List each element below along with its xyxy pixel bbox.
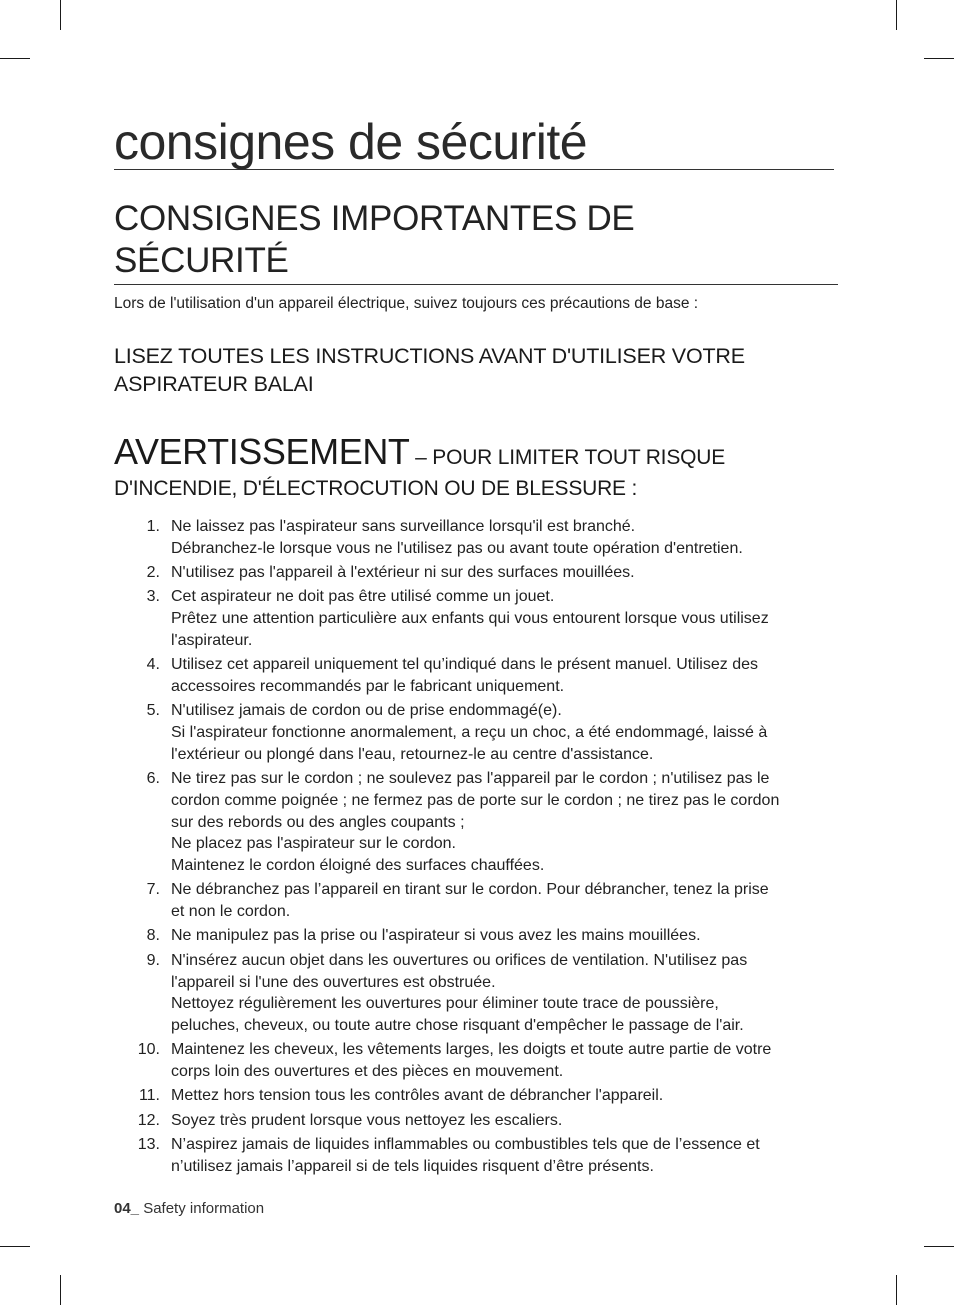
- list-item-number: 3.: [146, 588, 160, 606]
- list-item: [114, 654, 844, 697]
- list-item-number: 12.: [137, 1111, 160, 1129]
- list-item: [114, 1134, 844, 1177]
- list-item-text: Cet aspirateur ne doit pas être utilisé comme un jouet.: [171, 588, 555, 606]
- list-item-text: N'insérez aucun objet dans les ouvertures ou orifices de ventilation. N'utilisez pas: [171, 951, 748, 969]
- list-item-text: sur des rebords ou des angles coupants ;: [171, 813, 465, 831]
- list-item-number: 5.: [146, 702, 160, 720]
- list-item: [114, 562, 844, 584]
- crop-mark: [896, 0, 897, 30]
- crop-mark: [896, 1275, 897, 1305]
- crop-mark: [60, 0, 61, 30]
- crop-mark: [924, 58, 954, 59]
- list-item-text: Mettez hors tension tous les contrôles avant de débrancher l'appareil.: [171, 1087, 664, 1105]
- warning-title: AVERTISSEMENT: [114, 431, 410, 472]
- page-number: 04_: [114, 1200, 140, 1217]
- list-item-text: Maintenez le cordon éloigné des surfaces chauffées.: [171, 856, 545, 874]
- list-item-text: peluches, cheveux, ou toute autre chose risquant d'empêcher le passage de l'air.: [171, 1016, 744, 1034]
- list-item-text: Ne laissez pas l'aspirateur sans surveillance lorsqu'il est branché.: [171, 518, 636, 535]
- list-item-text: Débranchez-le lorsque vous ne l'utilisez pas ou avant toute opération d'entretien.: [171, 539, 743, 557]
- footer-label: Safety information: [139, 1200, 265, 1217]
- list-item-text: N’aspirez jamais de liquides inflammables ou combustibles tels que de l’essence et: [171, 1136, 760, 1154]
- list-item-text: cordon comme poignée ; ne fermez pas de porte sur le cordon ; ne tirez pas le cordon: [171, 791, 780, 809]
- list-item-text: Nettoyez régulièrement les ouvertures pour éliminer toute trace de poussière,: [171, 995, 719, 1013]
- list-item-text: Ne manipulez pas la prise ou l'aspirateur si vous avez les mains mouillées.: [171, 927, 701, 945]
- page-title: consignes de sécurité: [114, 112, 834, 170]
- subheading: [114, 342, 840, 398]
- list-item-number: 6.: [146, 770, 160, 788]
- list-item-number: 9.: [146, 951, 160, 969]
- subheading-line2: ASPIRATEUR BALAI: [114, 372, 314, 396]
- list-item-number: 1.: [146, 518, 160, 535]
- warning-subtitle: – POUR LIMITER TOUT RISQUE: [409, 446, 726, 469]
- list-item: [114, 516, 844, 559]
- crop-mark: [60, 1275, 61, 1305]
- list-item-text: accessoires recommandés par le fabricant uniquement.: [171, 677, 565, 695]
- list-item-text: Soyez très prudent lorsque vous nettoyez les escaliers.: [171, 1111, 563, 1129]
- subheading-line1: LISEZ TOUTES LES INSTRUCTIONS AVANT D'UTILISER VOTRE: [114, 344, 745, 368]
- safety-instructions-list: [114, 516, 844, 1180]
- list-item-text: Utilisez cet appareil uniquement tel qu’indiqué dans le présent manuel. Utilisez des: [171, 656, 758, 674]
- list-item-text: l'extérieur ou plongé dans l'eau, retournez-le au centre d'assistance.: [171, 745, 654, 763]
- list-item: [114, 879, 844, 922]
- list-item-number: 10.: [137, 1041, 160, 1059]
- warning-heading: [114, 430, 844, 502]
- list-item-text: et non le cordon.: [171, 903, 291, 921]
- list-item-number: 4.: [146, 656, 160, 674]
- list-item: [114, 950, 844, 1037]
- section-title-line2: SÉCURITÉ: [114, 241, 289, 280]
- list-item: [114, 1039, 844, 1082]
- page-footer: [114, 1200, 264, 1217]
- list-item-number: 8.: [146, 927, 160, 945]
- list-item-number: 2.: [146, 564, 160, 582]
- list-item: [114, 1085, 844, 1107]
- list-item-text: l'appareil si l'une des ouvertures est obstruée.: [171, 973, 496, 991]
- list-item-number: 7.: [146, 881, 160, 899]
- list-item-text: Ne débranchez pas l’appareil en tirant sur le cordon. Pour débrancher, tenez la prise: [171, 881, 769, 899]
- list-item-text: Ne tirez pas sur le cordon ; ne soulevez pas l'appareil par le cordon ; n'utilisez pas le: [171, 770, 770, 788]
- list-item: [114, 586, 844, 651]
- list-item-text: corps loin des ouvertures et des pièces en mouvement.: [171, 1063, 564, 1081]
- list-item-text: n’utilisez jamais l’appareil si de tels liquides risquent d’être présents.: [171, 1157, 654, 1175]
- list-item-text: Ne placez pas l'aspirateur sur le cordon.: [171, 835, 456, 853]
- section-title-line1: CONSIGNES IMPORTANTES DE: [114, 199, 635, 238]
- intro-text: Lors de l'utilisation d'un appareil électrique, suivez toujours ces précautions de base :: [114, 295, 699, 312]
- list-item-text: Prêtez une attention particulière aux enfants qui vous entourent lorsque vous utilisez: [171, 610, 769, 628]
- crop-mark: [0, 1246, 30, 1247]
- list-item: [114, 768, 844, 877]
- list-item-text: Si l'aspirateur fonctionne anormalement, a reçu un choc, a été endommagé, laissé à: [171, 724, 768, 742]
- warning-subtitle-line2: D'INCENDIE, D'ÉLECTROCUTION OU DE BLESSURE :: [114, 477, 638, 500]
- list-item-text: Maintenez les cheveux, les vêtements larges, les doigts et toute autre partie de votre: [171, 1041, 772, 1059]
- crop-mark: [0, 58, 30, 59]
- list-item: [114, 1110, 844, 1132]
- list-item-number: 13.: [137, 1136, 160, 1154]
- list-item-text: l'aspirateur.: [171, 631, 253, 649]
- list-item-text: N'utilisez jamais de cordon ou de prise endommagé(e).: [171, 702, 562, 720]
- section-title: [114, 198, 838, 285]
- list-item-text: N'utilisez pas l'appareil à l'extérieur ni sur des surfaces mouillées.: [171, 564, 635, 582]
- list-item: [114, 700, 844, 765]
- list-item: [114, 925, 844, 947]
- crop-mark: [924, 1246, 954, 1247]
- list-item-number: 11.: [138, 1087, 160, 1105]
